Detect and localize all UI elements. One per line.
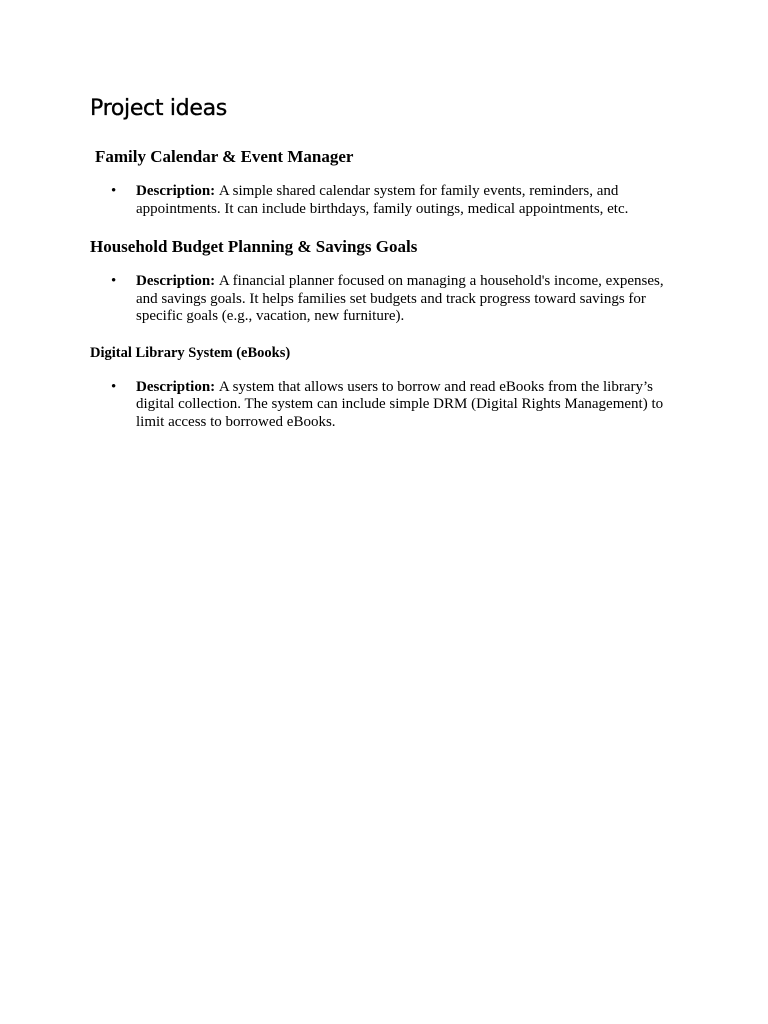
section-heading-digital-library: Digital Library System (eBooks)	[90, 344, 291, 361]
section-list-digital-library	[90, 379, 680, 432]
description-label: Description:	[136, 273, 219, 289]
description-label: Description:	[136, 378, 219, 395]
list-item	[90, 183, 680, 218]
section-heading-household-budget: Household Budget Planning & Savings Goals	[90, 237, 418, 256]
description-text: A simple shared calendar system for family events, reminders, and appointments. It can include birthdays, family outings, medical appointments, etc.	[136, 183, 629, 217]
section-list-family-calendar	[90, 183, 680, 218]
document-page	[90, 92, 680, 431]
description-text: A financial planner focused on managing a household's income, expenses, and savings goals. It helps families set budgets and track progress toward savings for specific goals (e.g., vacation, new furniture).	[136, 273, 664, 324]
section-list-household-budget	[90, 273, 680, 326]
description-text: A system that allows users to borrow and read eBooks from the library’s digital collection. The system can include simple DRM (Digital Rights Management) to limit access to borrowed eBooks.	[136, 378, 664, 430]
bullet-icon: •	[111, 183, 117, 199]
page-title: Project ideas	[90, 96, 227, 121]
list-item	[90, 379, 680, 432]
list-item	[90, 273, 680, 326]
bullet-icon: •	[111, 273, 117, 289]
bullet-icon: •	[111, 378, 117, 395]
section-heading-family-calendar: Family Calendar & Event Manager	[95, 147, 354, 166]
description-label: Description:	[136, 183, 219, 199]
